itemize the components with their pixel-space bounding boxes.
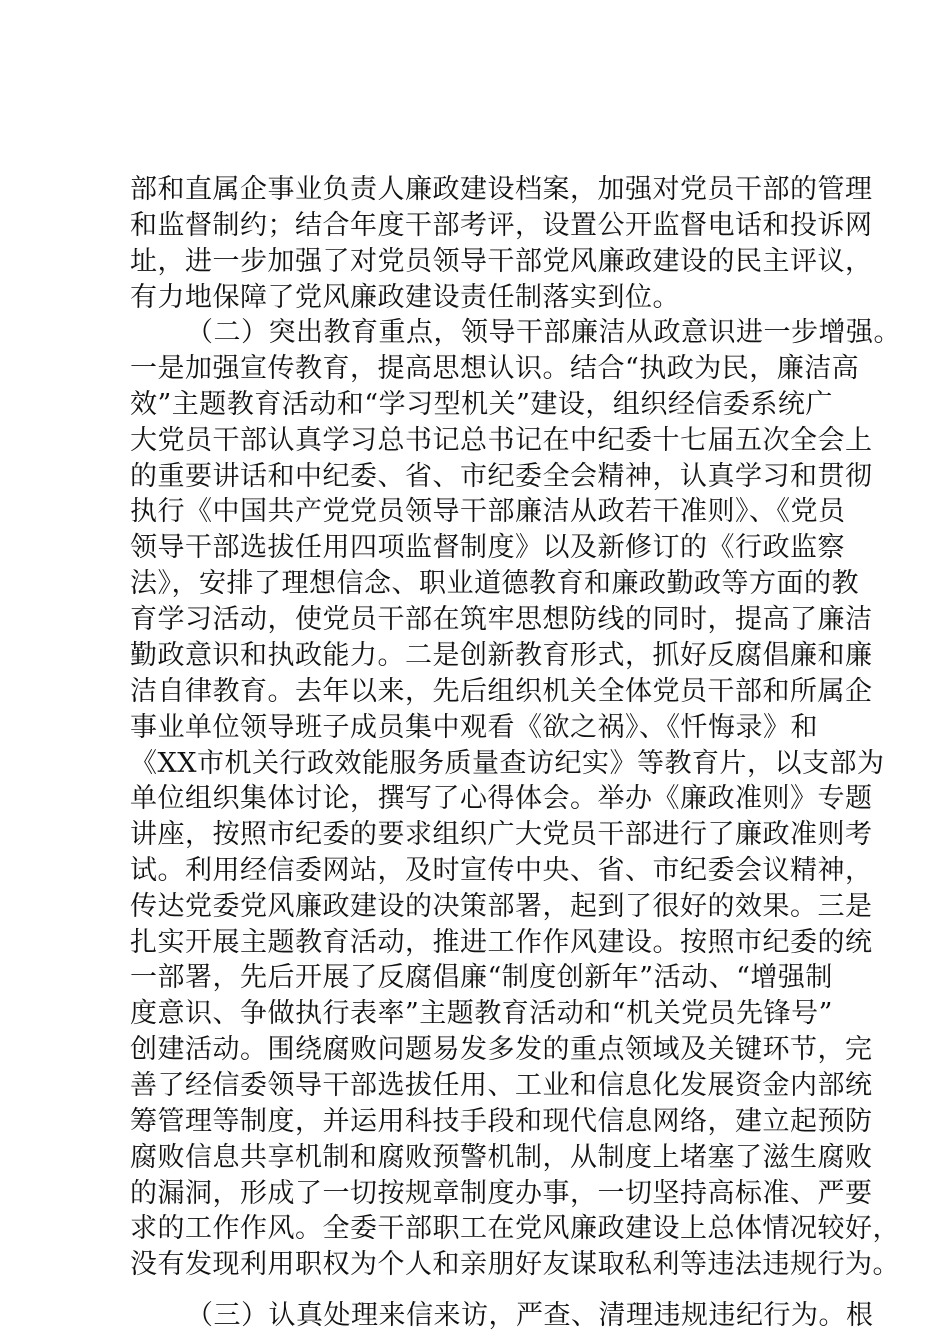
text-line: 大党员干部认真学习总书记总书记在中纪委十七届五次全会上 [130,425,873,456]
text-line: 创建活动。围绕腐败问题易发多发的重点领域及关键环节，完 [130,1034,873,1065]
text-line: 没有发现利用职权为个人和亲朋好友谋取私利等违法违规行为。 [130,1249,900,1280]
text-line: 的漏洞，形成了一切按规章制度办事，一切坚持高标准、严要 [130,1178,873,1209]
text-line: 领导干部选拔任用四项监督制度》以及新修订的《行政监察 [130,532,845,563]
section-heading-2: （二）突出教育重点，领导干部廉洁从政意识进一步增强。 [186,317,901,348]
text-line: 试。利用经信委网站，及时宣传中央、省、市纪委会议精神， [130,855,873,886]
text-line: 址，进一步加强了对党员领导干部党风廉政建设的民主评议， [130,246,873,277]
text-line: 善了经信委领导干部选拔任用、工业和信息化发展资金内部统 [130,1070,873,1101]
text-line: 勤政意识和执政能力。二是创新教育形式，抓好反腐倡廉和廉 [130,640,873,671]
text-line: 有力地保障了党风廉政建设责任制落实到位。 [130,282,680,313]
text-line: 部和直属企事业负责人廉政建设档案，加强对党员干部的管理 [130,174,873,205]
text-line: 腐败信息共享机制和腐败预警机制，从制度上堵塞了滋生腐败 [130,1142,873,1173]
text-line: 一是加强宣传教育，提高思想认识。结合“执政为民，廉洁高 [130,353,860,384]
text-line: 单位组织集体讨论，撰写了心得体会。举办《廉政准则》专题 [130,783,873,814]
text-line: 筹管理等制度，并运用科技手段和现代信息网络，建立起预防 [130,1106,873,1137]
text-line: 事业单位领导班子成员集中观看《欲之祸》、《忏悔录》和 [130,712,818,743]
text-line: 扎实开展主题教育活动，推进工作作风建设。按照市纪委的统 [130,927,873,958]
text-line: 讲座，按照市纪委的要求组织广大党员干部进行了廉政准则考 [130,819,873,850]
text-line: 效”主题教育活动和“学习型机关”建设，组织经信委系统广 [130,389,833,420]
text-line: 执行《中国共产党党员领导干部廉洁从政若干准则》、《党员 [130,496,846,527]
section-heading-3: （三）认真处理来信来访，严查、清理违规违纪行为。根 [186,1300,874,1331]
text-line: 传达党委党风廉政建设的决策部署，起到了很好的效果。三是 [130,891,873,922]
text-line: 育学习活动，使党员干部在筑牢思想防线的同时，提高了廉洁 [130,604,873,635]
text-line: 和监督制约；结合年度干部考评，设置公开监督电话和投诉网 [130,210,873,241]
text-line: 一部署，先后开展了反腐倡廉“制度创新年”活动、“增强制 [130,962,833,993]
text-line: 度意识、争做执行表率”主题教育活动和“机关党员先锋号” [130,998,833,1029]
text-line: 《XX市机关行政效能服务质量查访纪实》等教育片，以支部为 [130,748,885,779]
text-line: 法》，安排了理想信念、职业道德教育和廉政勤政等方面的教 [130,568,859,599]
text-line: 求的工作作风。全委干部职工在党风廉政建设上总体情况较好， [130,1213,900,1244]
text-line: 的重要讲话和中纪委、省、市纪委全会精神，认真学习和贯彻 [130,461,873,492]
text-line: 洁自律教育。去年以来，先后组织机关全体党员干部和所属企 [130,676,873,707]
